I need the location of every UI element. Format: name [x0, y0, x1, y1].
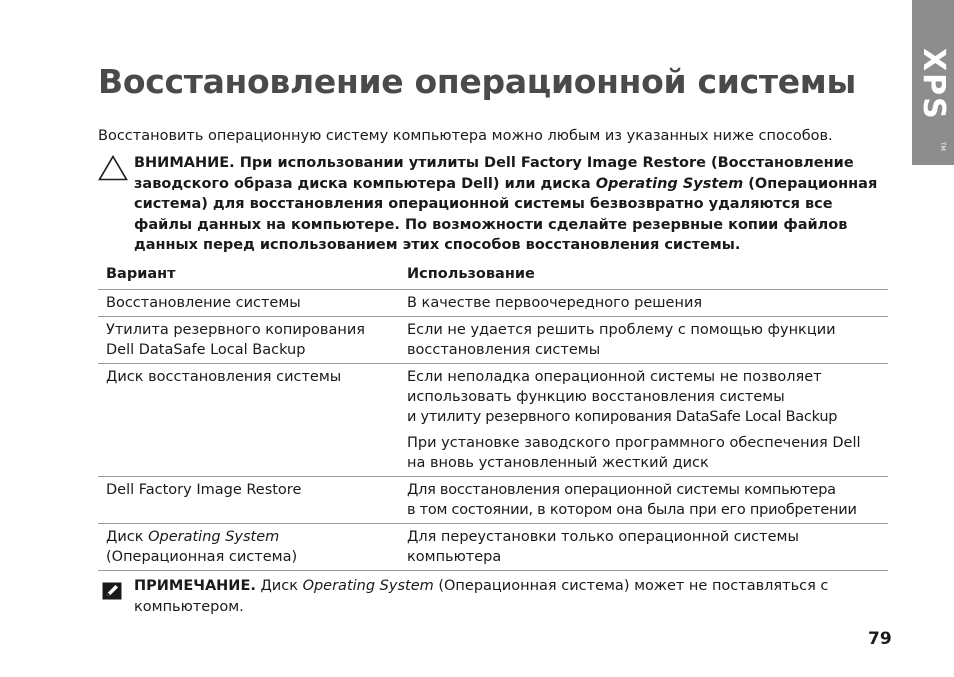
caution-triangle-icon: [98, 155, 128, 181]
warning-text-italic: Operating System: [595, 175, 744, 192]
table-row: [98, 477, 888, 524]
note-text-part1: Диск: [255, 578, 303, 594]
usage-text: Для восстановления операционной системы компьютера: [407, 482, 836, 498]
option-cell: Утилита резервного копирования Dell DataSafe Local Backup: [98, 317, 399, 364]
note-lead: ПРИМЕЧАНИЕ.: [134, 578, 256, 594]
option-cell: Dell Factory Image Restore: [98, 477, 399, 524]
option-italic: Operating System: [148, 529, 280, 545]
usage-text-line2: в том состоянии, в котором она была при его приобретении: [407, 502, 857, 518]
page-number: 79: [868, 629, 892, 649]
warning-text-part2: (Операционная система) для восстановления операционной системы безвозвратно удаляются все файлы данных на компьютере. По возможности сделайте резервные копии файлов данных перед использованием этих способов восстановления системы.: [134, 175, 878, 254]
note-text: [134, 576, 886, 618]
brand-tab: [912, 0, 954, 165]
table-row: [98, 364, 888, 477]
option-cell: Диск восстановления системы: [98, 364, 399, 477]
note-text-part2: (Операционная система) может не поставляться с компьютером.: [134, 578, 829, 615]
usage-cell: В качестве первоочередного решения: [399, 290, 888, 317]
column-header-usage: Использование: [399, 262, 888, 290]
intro-text: Восстановить операционную систему компьютера можно любым из указанных ниже способов.: [98, 128, 833, 144]
table-row: [98, 317, 888, 364]
note-text-italic: Operating System: [302, 578, 434, 594]
warning-lead: ВНИМАНИЕ.: [134, 155, 235, 171]
trademark-mark: TM: [939, 142, 946, 151]
warning-text-part1: При использовании утилиты Dell Factory Image Restore (Восстановление заводского образа диска компьютера Dell) или диска: [134, 155, 854, 192]
column-header-option: Вариант: [98, 262, 399, 290]
option-cell: [98, 524, 399, 571]
recovery-options-table: [98, 262, 888, 571]
usage-cell: Для переустановки только операционной системы компьютера: [399, 524, 888, 571]
table-row: [98, 524, 888, 571]
usage-cell: [399, 364, 888, 477]
table-row: [98, 290, 888, 317]
note-pencil-icon: [102, 582, 122, 600]
option-prefix: Диск: [106, 529, 149, 545]
usage-extra-text: При установке заводского программного обеспечения Dell на вновь установленный жесткий диск: [407, 435, 861, 471]
usage-cell: Если не удается решить проблему с помощью функции восстановления системы: [399, 317, 888, 364]
option-suffix: (Операционная система): [106, 549, 298, 565]
usage-text-line2: и утилиту резервного копирования DataSafe Local Backup: [407, 409, 838, 425]
usage-text: Если неполадка операционной системы не позволяет использовать функцию восстановления системы: [407, 369, 822, 405]
warning-text: [134, 153, 886, 256]
table-header-row: [98, 262, 888, 290]
xps-logo: XPS: [916, 47, 951, 121]
page-title: Восстановление операционной системы: [98, 62, 856, 101]
usage-cell: [399, 477, 888, 524]
option-cell: Восстановление системы: [98, 290, 399, 317]
